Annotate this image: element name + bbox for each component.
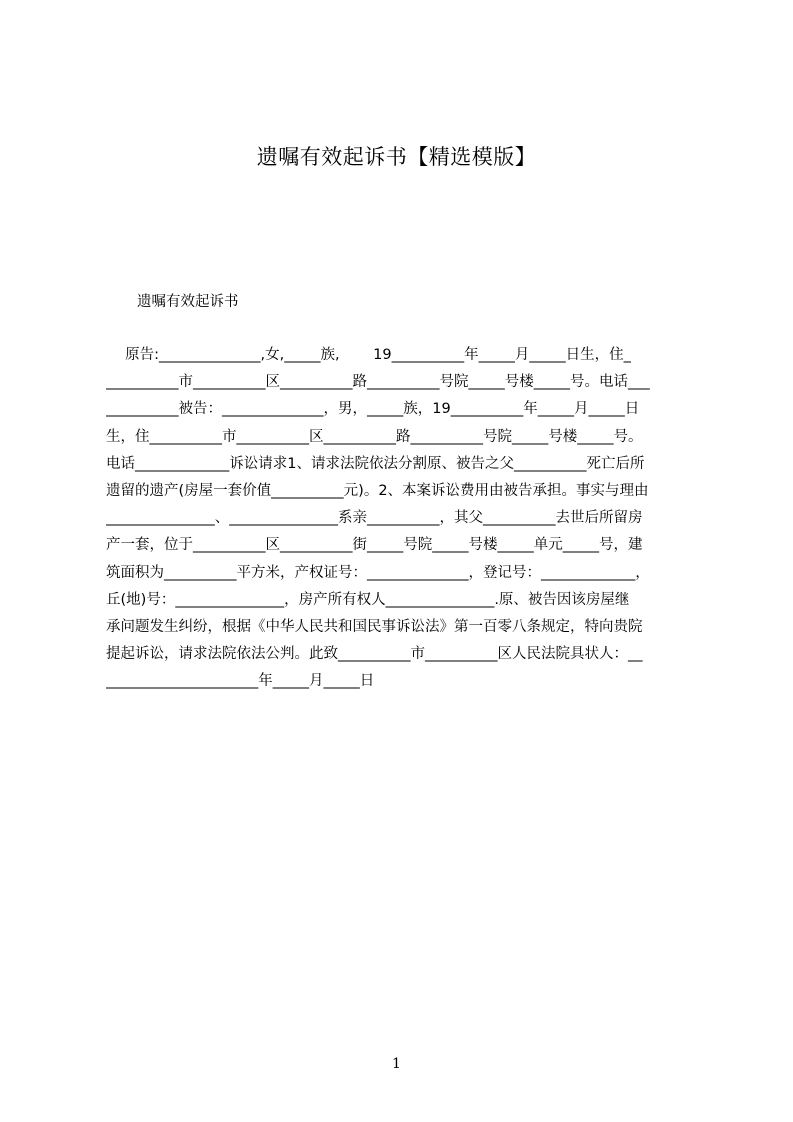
body-line: 电话_____________诉讼请求1、请求法院依法分割原、被告之父__________死亡后所	[106, 455, 645, 472]
page-title: 遗嘱有效起诉书【精选模版】	[256, 145, 537, 169]
body-line: 承问题发生纠纷，根据《中华人民共和国民事诉讼法》第一百零八条规定，特向贵院	[106, 618, 643, 635]
body-line: 提起诉讼，请求法院依法公判。此致__________市__________区人民法院具状人：__	[106, 646, 643, 663]
body-line: 丘(地)号：_______________，房产所有权人_______________.原、被告因该房屋继	[106, 591, 630, 608]
document-subtitle: 遗嘱有效起诉书	[137, 294, 239, 310]
body-line: 产一套，位于__________区__________街_____号院_____号楼_____单元_____号，建	[106, 537, 643, 554]
body-line: _______________、_______________系亲__________，其父__________去世后所留房	[106, 510, 643, 527]
body-line: _____________________年_____月_____日	[106, 673, 375, 690]
body-line: __________市__________区__________路__________号院_____号楼_____号。电话___	[106, 374, 650, 391]
page-number: 1	[392, 1056, 401, 1072]
document-body	[106, 342, 697, 695]
body-line: 生，住__________市__________区__________路__________号院_____号楼_____号。	[106, 428, 643, 445]
body-line: 原告:______________,女,_____族, 19__________年_____月_____日生，住_	[106, 347, 631, 363]
body-line: 遗留的遗产(房屋一套价值__________元)。2、本案诉讼费用由被告承担。事实与理由	[106, 482, 649, 499]
body-line: 筑面积为__________平方米，产权证号：______________，登记号：_____________，	[106, 564, 650, 581]
body-line: __________被告：______________，男，_____族，19__________年_____月_____日	[106, 401, 640, 418]
